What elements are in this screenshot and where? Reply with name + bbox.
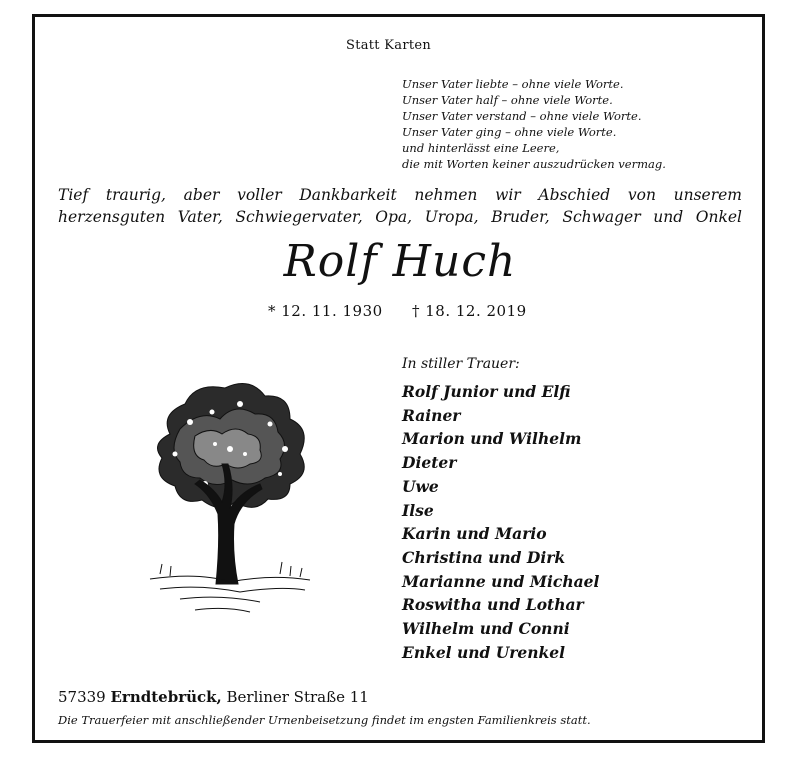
intro-text	[58, 184, 742, 228]
list-item: Christina und Dirk	[402, 547, 566, 567]
intro-line-1: Tief traurig, aber voller Dankbarkeit nehmen wir Abschied von unserem	[58, 186, 742, 204]
mourners-heading: In stiller Trauer:	[402, 356, 520, 372]
birth-date: * 12. 11. 1930	[268, 302, 383, 320]
poem-line: und hinterlässt eine Leere,	[402, 141, 560, 155]
funeral-note: Die Trauerfeier mit anschließender Urnenbeisetzung findet im engsten Familienkreis statt.	[58, 713, 591, 727]
deceased-name: Rolf Huch	[283, 236, 517, 287]
address-zip: 57339	[58, 688, 106, 706]
tree-icon	[140, 374, 315, 634]
intro-line-2: herzensguten Vater, Schwiegervater, Opa, Uropa, Bruder, Schwager und Onkel	[58, 208, 742, 226]
list-item: Marianne und Michael	[402, 571, 600, 591]
poem-line: Unser Vater ging – ohne viele Worte.	[402, 125, 617, 139]
address-city: Erndtebrück,	[110, 688, 222, 706]
list-item: Ilse	[402, 500, 434, 520]
poem-line: Unser Vater half – ohne viele Worte.	[402, 93, 613, 107]
list-item: Rolf Junior und Elfi	[402, 382, 571, 401]
list-item: Wilhelm und Conni	[402, 619, 570, 639]
poem-line: Unser Vater verstand – ohne viele Worte.	[402, 109, 642, 123]
list-item: Rainer	[402, 405, 461, 425]
list-item: Uwe	[402, 476, 439, 496]
life-dates	[268, 302, 527, 320]
poem-line: die mit Worten keiner auszudrücken vermag.	[402, 157, 666, 171]
death-date: † 18. 12. 2019	[411, 302, 527, 320]
statt-karten: Statt Karten	[346, 38, 432, 53]
list-item: Karin und Mario	[402, 524, 547, 544]
address-street: Berliner Straße 11	[226, 688, 369, 706]
address	[58, 688, 369, 706]
poem	[402, 76, 666, 172]
list-item: Enkel und Urenkel	[402, 642, 566, 662]
poem-line: Unser Vater liebte – ohne viele Worte.	[402, 77, 624, 91]
list-item: Dieter	[402, 453, 457, 473]
list-item: Marion und Wilhelm	[402, 429, 582, 449]
mourners-list	[402, 380, 599, 664]
list-item: Roswitha und Lothar	[402, 595, 584, 615]
